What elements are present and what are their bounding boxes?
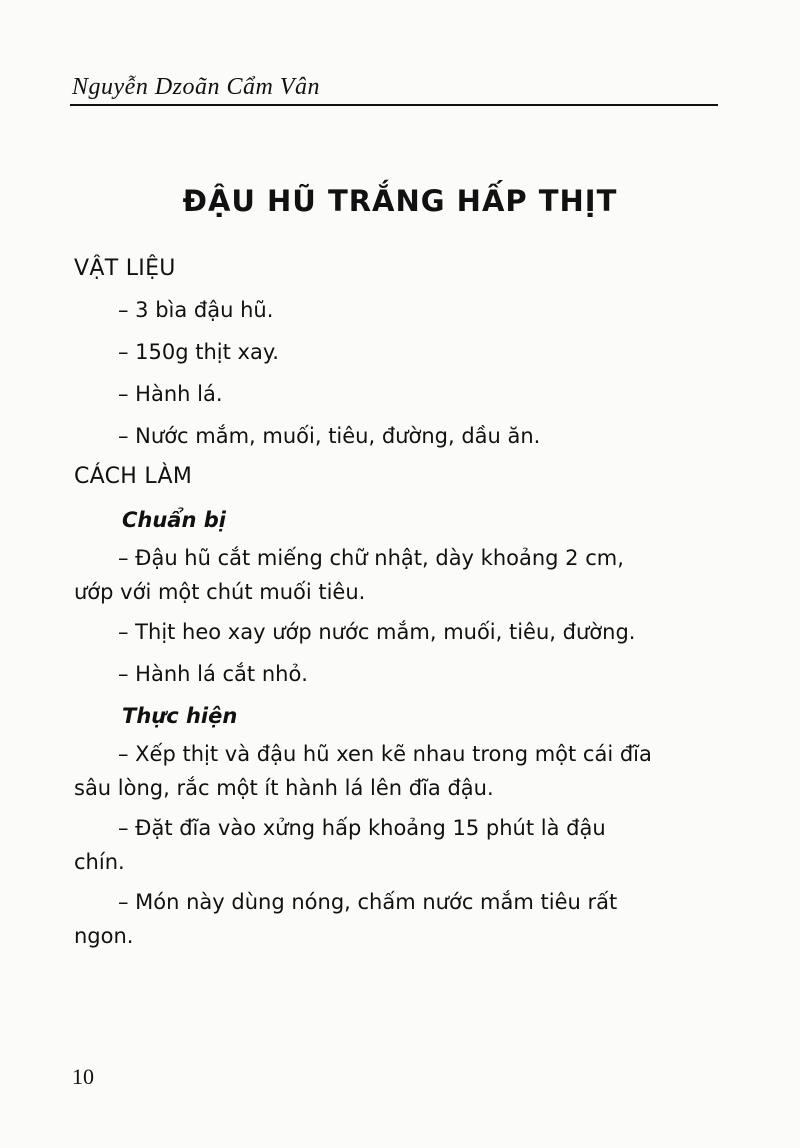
- cook-line: – Món này dùng nóng, chấm nước mắm tiêu rất: [118, 890, 618, 914]
- prep-line: ướp với một chút muối tiêu.: [74, 580, 366, 604]
- running-header-author: Nguyễn Dzoãn Cẩm Vân: [72, 74, 320, 100]
- method-heading: CÁCH LÀM: [74, 464, 193, 489]
- ingredient-item: – Nước mắm, muối, tiêu, đường, dầu ăn.: [118, 424, 541, 448]
- ingredients-heading: VẬT LIỆU: [74, 256, 176, 281]
- ingredient-item: – 150g thịt xay.: [118, 340, 279, 364]
- prep-line: – Đậu hũ cắt miếng chữ nhật, dày khoảng 2 cm,: [118, 546, 624, 570]
- prep-line: – Hành lá cắt nhỏ.: [118, 662, 308, 686]
- ingredient-item: – Hành lá.: [118, 382, 223, 406]
- cook-line: – Xếp thịt và đậu hũ xen kẽ nhau trong một cái đĩa: [118, 742, 652, 766]
- page-number: 10: [72, 1064, 94, 1089]
- header-rule: [70, 104, 718, 106]
- cook-line: ngon.: [74, 924, 134, 948]
- cook-line: sâu lòng, rắc một ít hành lá lên đĩa đậu.: [74, 776, 494, 800]
- prep-line: – Thịt heo xay ướp nước mắm, muối, tiêu, đường.: [118, 620, 636, 644]
- prep-heading: Chuẩn bị: [122, 508, 226, 532]
- cook-line: – Đặt đĩa vào xửng hấp khoảng 15 phút là đậu: [118, 816, 606, 840]
- cook-heading: Thực hiện: [122, 704, 238, 728]
- ingredient-item: – 3 bìa đậu hũ.: [118, 298, 274, 322]
- recipe-title: ĐẬU HŨ TRẮNG HẤP THỊT: [182, 184, 618, 218]
- cook-line: chín.: [74, 850, 125, 874]
